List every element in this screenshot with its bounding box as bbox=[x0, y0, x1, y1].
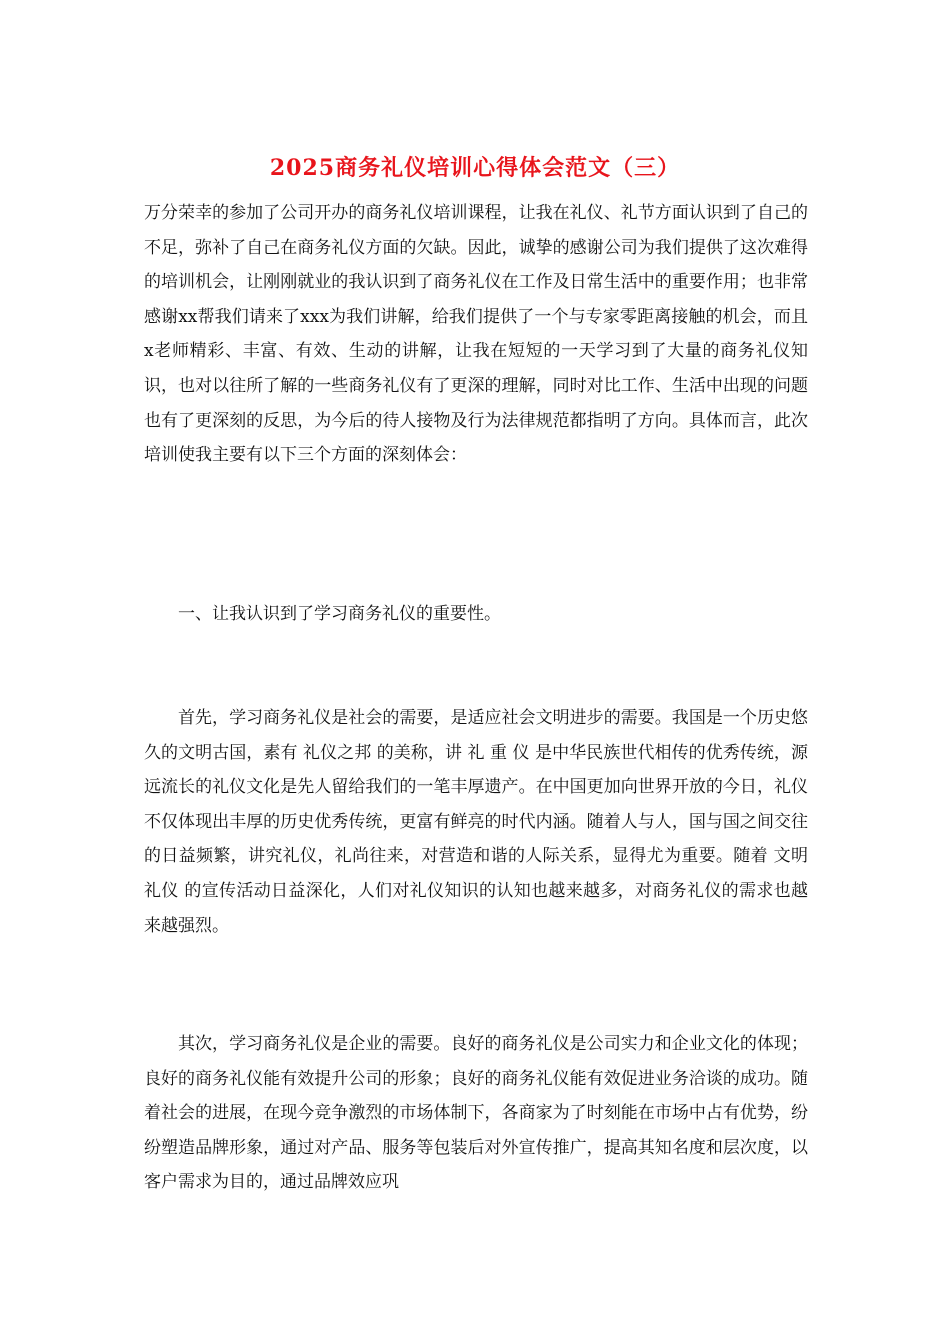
document-title: 2025商务礼仪培训心得体会范文（三） bbox=[269, 155, 681, 181]
section-heading-1: 一、让我认识到了学习商务礼仪的重要性。 bbox=[178, 604, 501, 624]
body-paragraph-second: 其次，学习商务礼仪是企业的需要。良好的商务礼仪是公司实力和企业文化的体现；良好的商务礼仪能有效提升公司的形象；良好的商务礼仪能有效促进业务洽谈的成功。随着社会的进展，在现今竞争激烈的市场体制下，各商家为了时刻能在市场中占有优势，纷纷塑造品牌形象，通过对产品、服务等包装后对外宣传推广，提高其知名度和层次度，以客户需求为目的，通过品牌效应巩 bbox=[144, 1034, 808, 1193]
body-paragraph-first: 首先，学习商务礼仪是社会的需要，是适应社会文明进步的需要。我国是一个历史悠久的文明古国，素有 礼仪之邦 的美称，讲 礼 重 仪 是中华民族世代相传的优秀传统，源远流长的礼仪文化是先人留给我们的一笔丰厚遗产。在中国更加向世界开放的今日，礼仪不仅体现出丰厚的历史优秀传统，更富有鲜亮的时代内涵。随着人与人，国与国之间交往的日益频繁，讲究礼仪，礼尚往来，对营造和谐的人际关系，显得尤为重要。随着 文明礼仪 的宣传活动日益深化，人们对礼仪知识的认知也越来越多，对商务礼仪的需求也越来越强烈。 bbox=[144, 708, 808, 936]
intro-paragraph: 万分荣幸的参加了公司开办的商务礼仪培训课程，让我在礼仪、礼节方面认识到了自己的不足，弥补了自己在商务礼仪方面的欠缺。因此，诚挚的感谢公司为我们提供了这次难得的培训机会，让刚刚就业的我认识到了商务礼仪在工作及日常生活中的重要作用；也非常感谢xx帮我们请来了xxx为我们讲解，给我们提供了一个与专家零距离接触的机会，而且x老师精彩、丰富、有效、生动的讲解，让我在短短的一天学习到了大量的商务礼仪知识，也对以往所了解的一些商务礼仪有了更深的理解，同时对比工作、生活中出现的问题也有了更深刻的反思，为今后的待人接物及行为法律规范都指明了方向。具体而言，此次培训使我主要有以下三个方面的深刻体会： bbox=[144, 203, 808, 466]
